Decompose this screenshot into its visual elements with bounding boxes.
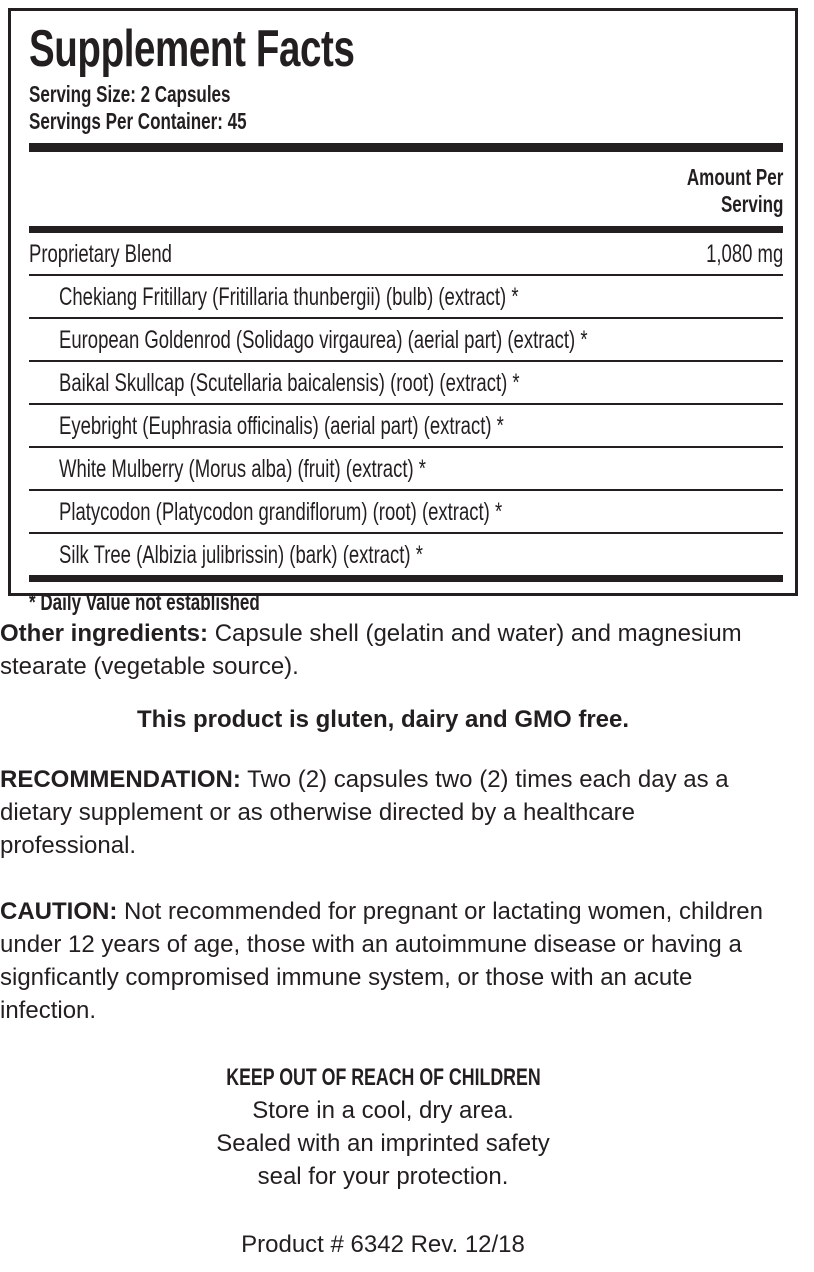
caution-text: Not recommended for pregnant or lactating women, children under 12 years of age, those with an autoimmune disease or having a signficantly compromised immune system, or those with an acute infection. — [0, 898, 763, 1024]
blend-name-text: Proprietary Blend — [29, 240, 172, 268]
table-row — [29, 491, 783, 532]
ingredient-text: European Goldenrod (Solidago virgaurea) (aerial part) (extract) * — [59, 326, 588, 354]
supplement-facts-content — [29, 21, 783, 616]
ingredient-name — [59, 369, 681, 398]
caution-label: CAUTION: — [0, 898, 118, 925]
keep-out-of-reach-text: KEEP OUT OF REACH OF CHILDREN — [225, 1064, 541, 1091]
daily-value-footnote — [29, 582, 783, 616]
ingredient-text: White Mulberry (Morus alba) (fruit) (extract) * — [59, 455, 426, 483]
ingredient-name — [59, 498, 658, 527]
recommendation-block — [0, 763, 766, 862]
caution-paragraph — [0, 895, 766, 1027]
other-ingredients-label: Other ingredients: — [0, 620, 209, 647]
daily-value-footnote-text: * Daily Value not established — [29, 589, 260, 615]
blend-name — [29, 240, 222, 269]
serving-size-text: Serving Size: 2 Capsules — [29, 81, 231, 107]
table-row — [29, 534, 783, 575]
keep-out-of-reach-heading — [0, 1061, 766, 1094]
table-row — [29, 448, 783, 489]
supplement-facts-panel — [8, 8, 798, 615]
amount-header-line-1: Amount Per — [686, 164, 783, 190]
blend-amount-text: 1,080 mg — [705, 240, 783, 268]
ingredient-name — [59, 541, 551, 570]
servings-per-container — [29, 108, 783, 135]
table-row-proprietary-blend — [29, 233, 783, 274]
recommendation-text: Two (2) capsules two (2) times each day as a dietary supplement or as otherwise directed by a healthcare professional. — [0, 766, 729, 859]
ingredient-text: Baikal Skullcap (Scutellaria baicalensis) (root) (extract) * — [59, 369, 520, 397]
free-claim-block — [0, 703, 766, 736]
ingredient-text: Eyebright (Euphrasia officinalis) (aerial part) (extract) * — [59, 412, 504, 440]
table-row — [29, 362, 783, 403]
divider-medium-under-header — [29, 226, 783, 233]
free-claim-text: This product is gluten, dairy and GMO free. — [136, 706, 630, 733]
storage-line-1: Store in a cool, dry area. — [252, 1097, 514, 1124]
ingredient-name — [59, 283, 680, 312]
table-row — [29, 319, 783, 360]
footer-block — [0, 1228, 766, 1261]
table-row — [29, 276, 783, 317]
ingredient-name — [59, 326, 773, 355]
caution-block — [0, 895, 766, 1027]
table-row — [29, 405, 783, 446]
other-ingredients-paragraph — [0, 617, 766, 683]
recommendation-paragraph — [0, 763, 766, 862]
recommendation-label: RECOMMENDATION: — [0, 766, 241, 793]
divider-thick-top — [29, 143, 783, 152]
ingredient-name — [59, 455, 555, 484]
ingredient-name — [59, 412, 660, 441]
divider-medium-bottom — [29, 575, 783, 582]
amount-header-line-2: Serving — [720, 191, 783, 217]
storage-line-3: seal for your protection. — [257, 1163, 509, 1190]
product-code: Product # 6342 Rev. 12/18 — [241, 1231, 525, 1258]
ingredient-text: Silk Tree (Albizia julibrissin) (bark) (extract) * — [59, 541, 423, 569]
other-ingredients-text: Capsule shell (gelatin and water) and magnesium stearate (vegetable source). — [0, 620, 742, 680]
servings-per-container-text: Servings Per Container: 45 — [29, 108, 247, 134]
blend-amount — [679, 240, 783, 269]
amount-per-serving-header — [29, 152, 783, 226]
other-ingredients-block — [0, 617, 766, 683]
panel-title-text: Supplement Facts — [29, 20, 355, 78]
ingredient-text: Chekiang Fritillary (Fritillaria thunbergii) (bulb) (extract) * — [59, 283, 519, 311]
free-claim — [0, 703, 766, 736]
ingredient-text: Platycodon (Platycodon grandiflorum) (root) (extract) * — [59, 498, 503, 526]
storage-line-2: Sealed with an imprinted safety — [216, 1130, 550, 1157]
panel-title — [29, 21, 783, 79]
serving-size — [29, 81, 783, 108]
storage-block — [0, 1061, 766, 1193]
